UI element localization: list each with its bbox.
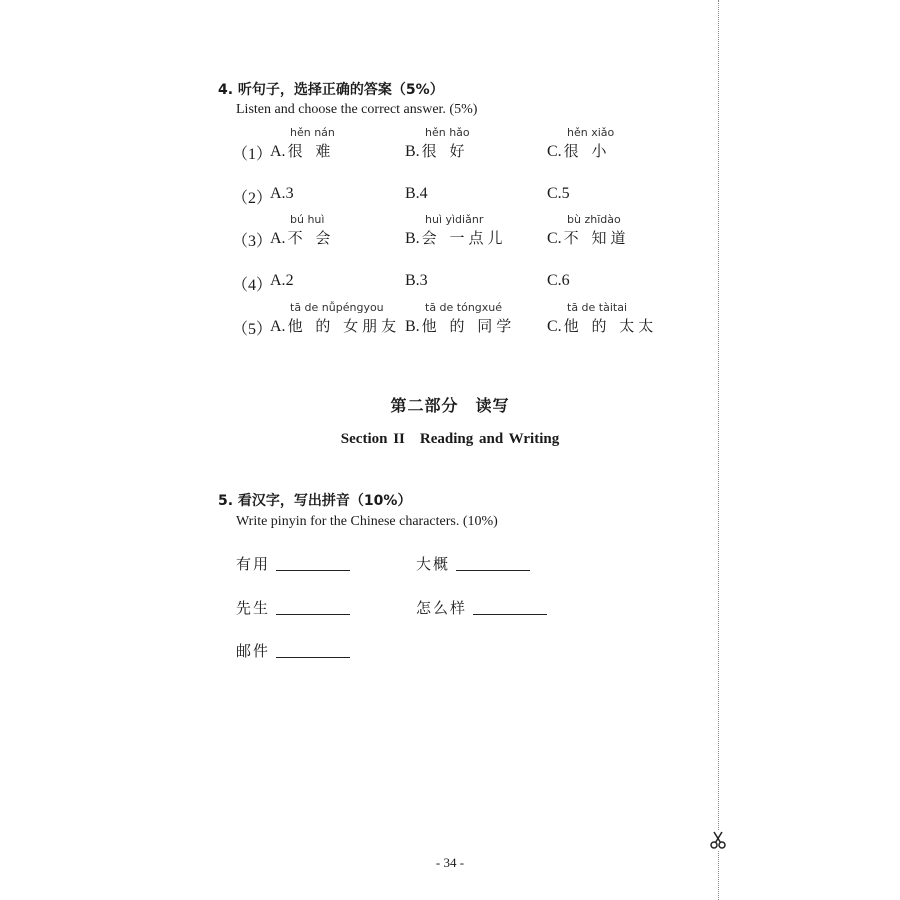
answer-blank[interactable] bbox=[473, 602, 547, 615]
q4-row3-number: （3） bbox=[232, 233, 273, 250]
section-title-chinese: 第二部分 读写 bbox=[390, 396, 510, 415]
q4-row3-option-b[interactable]: B. 会 一点儿 bbox=[405, 229, 507, 247]
answer-blank[interactable] bbox=[276, 558, 350, 571]
q4-instruction: Listen and choose the correct answer. (5%) bbox=[236, 102, 478, 117]
q4-row1-option-c[interactable]: C. 很 小 bbox=[547, 142, 611, 160]
q4-row3-c-pinyin: bù zhīdào bbox=[567, 213, 621, 226]
q4-row4-option-c[interactable]: C.6 bbox=[547, 272, 570, 289]
q4-row2-option-c[interactable]: C.5 bbox=[547, 185, 570, 202]
q4-row4-number: （4） bbox=[232, 277, 273, 294]
q5-word-dagai[interactable]: 大概 bbox=[416, 553, 530, 574]
answer-blank[interactable] bbox=[276, 602, 350, 615]
q4-row2-number: （2） bbox=[232, 190, 273, 207]
q4-row1-option-a[interactable]: A. 很 难 bbox=[270, 142, 335, 160]
q5-word-xiansheng[interactable]: 先生 bbox=[236, 597, 350, 618]
q4-row5-number: （5） bbox=[232, 321, 273, 338]
q4-row4-option-a[interactable]: A.2 bbox=[270, 272, 294, 289]
section-title-english: Section II Reading and Writing bbox=[340, 431, 560, 447]
q4-row5-b-pinyin: tā de tóngxué bbox=[425, 301, 503, 314]
q4-row5-option-c[interactable]: C. 他 的 太太 bbox=[547, 317, 658, 335]
page-number: - 34 - bbox=[435, 855, 465, 870]
q4-row1-c-pinyin: hěn xiǎo bbox=[567, 126, 615, 139]
q5-word-youjian[interactable]: 邮件 bbox=[236, 640, 350, 661]
q4-row5-option-a[interactable]: A. 他 的 女朋友 bbox=[270, 317, 401, 335]
q4-row1-option-b[interactable]: B. 很 好 bbox=[405, 142, 469, 160]
q5-word-youyong[interactable]: 有用 bbox=[236, 553, 350, 574]
q4-row2-option-b[interactable]: B.4 bbox=[405, 185, 428, 202]
answer-blank[interactable] bbox=[456, 558, 530, 571]
q4-row5-a-pinyin: tā de nǚpéngyou bbox=[290, 301, 384, 314]
q4-row1-b-pinyin: hěn hǎo bbox=[425, 126, 470, 139]
q4-row3-option-c[interactable]: C. 不 知道 bbox=[547, 229, 630, 247]
q4-row1-a-pinyin: hěn nán bbox=[290, 126, 335, 139]
q4-row5-option-b[interactable]: B. 他 的 同学 bbox=[405, 317, 516, 335]
q5-instruction: Write pinyin for the Chinese characters. (10%) bbox=[236, 514, 498, 529]
q4-title: 4. 听句子，选择正确的答案（5%） bbox=[218, 82, 444, 98]
q4-row3-option-a[interactable]: A. 不 会 bbox=[270, 229, 335, 247]
q4-row4-option-b[interactable]: B.3 bbox=[405, 272, 428, 289]
scissors-icon bbox=[708, 830, 728, 850]
q4-row3-b-pinyin: huì yìdiǎnr bbox=[425, 213, 484, 226]
cut-line bbox=[718, 0, 719, 900]
q5-title: 5. 看汉字，写出拼音（10%） bbox=[218, 493, 412, 509]
q5-word-zenmeyang[interactable]: 怎么样 bbox=[416, 597, 547, 618]
q4-row5-c-pinyin: tā de tàitai bbox=[567, 301, 628, 314]
q4-row3-a-pinyin: bú huì bbox=[290, 213, 325, 226]
answer-blank[interactable] bbox=[276, 645, 350, 658]
q4-row1-number: （1） bbox=[232, 146, 273, 163]
q4-row2-option-a[interactable]: A.3 bbox=[270, 185, 294, 202]
